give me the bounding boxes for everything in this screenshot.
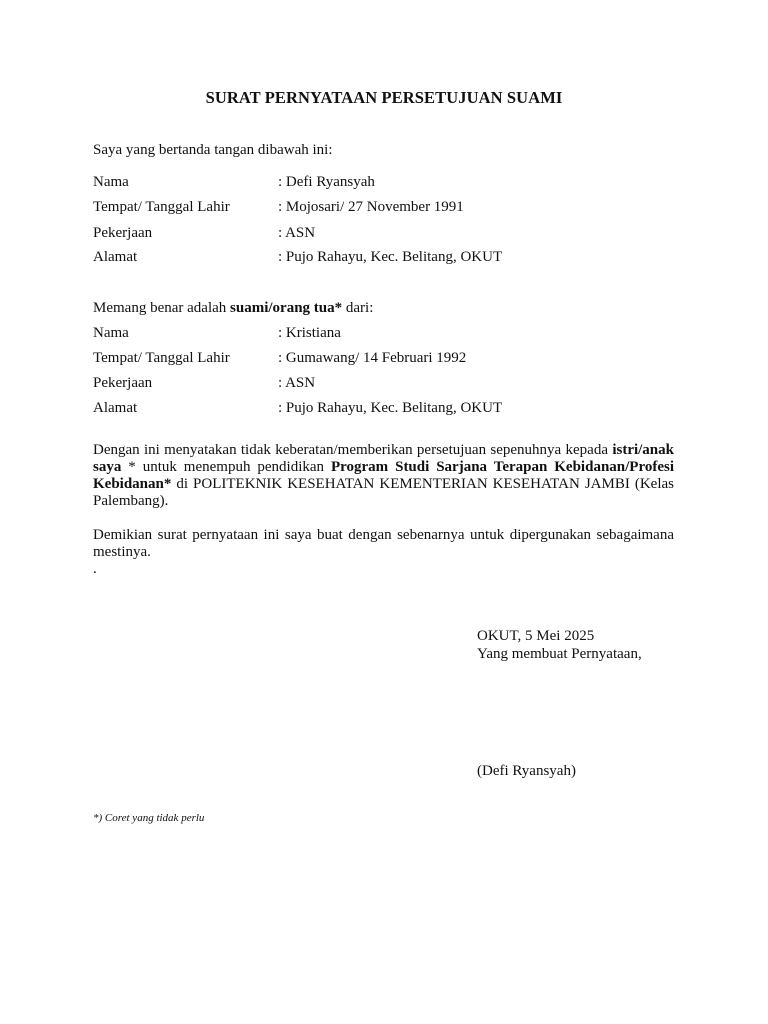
person1-address-label: Alamat xyxy=(93,249,138,265)
statement-part1: Dengan ini menyatakan tidak keberatan/memberikan persetujuan sepenuhnya kepada xyxy=(93,442,613,458)
person2-job-label: Pekerjaan xyxy=(93,375,153,391)
letter-title: SURAT PERNYATAAN PERSETUJUAN SUAMI xyxy=(205,88,563,107)
stray-dot: . xyxy=(93,561,97,577)
closing-paragraph: Demikian surat pernyataan ini saya buat dengan sebenarnya untuk dipergunakan sebagaimana mestinya. xyxy=(93,527,674,560)
person1-birth-value: : Mojosari/ 27 November 1991 xyxy=(278,199,464,215)
person1-address-value: : Pujo Rahayu, Kec. Belitang, OKUT xyxy=(278,249,503,265)
statement-bold1: istri/anak saya xyxy=(93,442,674,475)
person2-address-label: Alamat xyxy=(93,400,138,416)
person2-name-label: Nama xyxy=(93,325,129,341)
relation-bold: suami/orang tua* xyxy=(230,300,343,316)
person2-address-value: : Pujo Rahayu, Kec. Belitang, OKUT xyxy=(278,400,503,416)
statement-bold2: Program Studi Sarjana Terapan Kebidanan/Profesi Kebidanan* xyxy=(93,459,675,492)
person1-job-value: : ASN xyxy=(278,225,316,241)
person1-job-label: Pekerjaan xyxy=(93,225,153,241)
relation-prefix: Memang benar adalah xyxy=(93,300,231,316)
person1-birth-label: Tempat/ Tanggal Lahir xyxy=(93,199,230,215)
place-date: OKUT, 5 Mei 2025 xyxy=(477,628,595,644)
signer-label: Yang membuat Pernyataan, xyxy=(477,646,642,662)
relation-text xyxy=(93,300,373,317)
person2-name-value: : Kristiana xyxy=(278,325,341,341)
person2-birth-value: : Gumawang/ 14 Februari 1992 xyxy=(278,350,467,366)
statement-part2: * untuk menempuh pendidikan xyxy=(121,459,331,475)
intro-text: Saya yang bertanda tangan dibawah ini: xyxy=(93,142,333,158)
person1-name-label: Nama xyxy=(93,174,129,190)
statement-part3: di POLITEKNIK KESEHATAN KEMENTERIAN KESEHATAN JAMBI (Kelas Palembang). xyxy=(93,476,674,509)
footnote: *) Coret yang tidak perlu xyxy=(93,812,205,824)
person2-birth-label: Tempat/ Tanggal Lahir xyxy=(93,350,230,366)
person1-name-value: : Defi Ryansyah xyxy=(278,174,375,190)
relation-suffix: dari: xyxy=(342,300,374,316)
statement-paragraph xyxy=(93,442,674,510)
person2-job-value: : ASN xyxy=(278,375,316,391)
signer-name: (Defi Ryansyah) xyxy=(477,763,576,779)
